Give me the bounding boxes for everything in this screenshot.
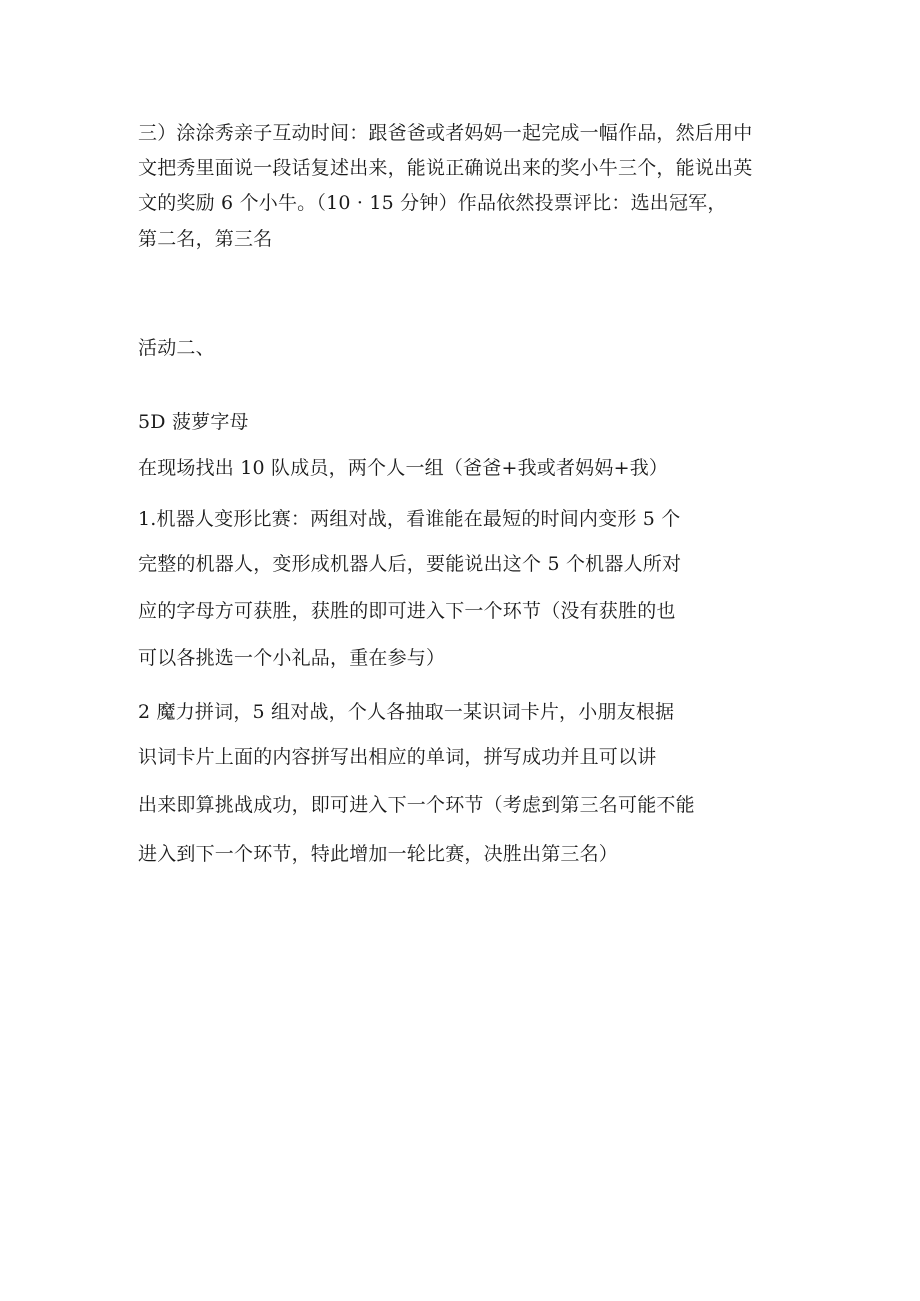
- item2-line-2: 识词卡片上面的内容拼写出相应的单词，拼写成功并且可以讲: [138, 746, 657, 768]
- section3-line-2: 文把秀里面说一段话复述出来，能说正确说出来的奖小牛三个，能说出英: [138, 157, 753, 179]
- section3-line-3: 文的奖励 6 个小牛。（10 · 15 分钟）作品依然投票评比：选出冠军，: [138, 192, 727, 214]
- activity2-subheading: 5D 菠萝字母: [138, 411, 249, 433]
- item1-line-4: 可以各挑选一个小礼品，重在参与）: [138, 647, 446, 669]
- item1-line-2: 完整的机器人，变形成机器人后，要能说出这个 5 个机器人所对: [138, 553, 682, 575]
- item2-line-1: 2 魔力拼词，5 组对战，个人各抽取一某识词卡片，小朋友根据: [138, 701, 675, 723]
- activity2-intro: 在现场找出 10 队成员，两个人一组（爸爸+我或者妈妈+我）: [138, 457, 669, 479]
- section3-line-1: 三）涂涂秀亲子互动时间：跟爸爸或者妈妈一起完成一幅作品，然后用中: [138, 122, 753, 144]
- item1-line-3: 应的字母方可获胜，获胜的即可进入下一个环节（没有获胜的也: [138, 600, 676, 622]
- item1-line-1: 1.机器人变形比赛：两组对战，看谁能在最短的时间内变形 5 个: [138, 508, 681, 530]
- item2-line-3: 出来即算挑战成功，即可进入下一个环节（考虑到第三名可能不能: [138, 794, 695, 816]
- section3-line-4: 第二名，第三名: [138, 228, 273, 250]
- activity2-heading: 活动二、: [138, 337, 215, 359]
- item2-line-4: 进入到下一个环节，特此增加一轮比赛，决胜出第三名）: [138, 843, 619, 865]
